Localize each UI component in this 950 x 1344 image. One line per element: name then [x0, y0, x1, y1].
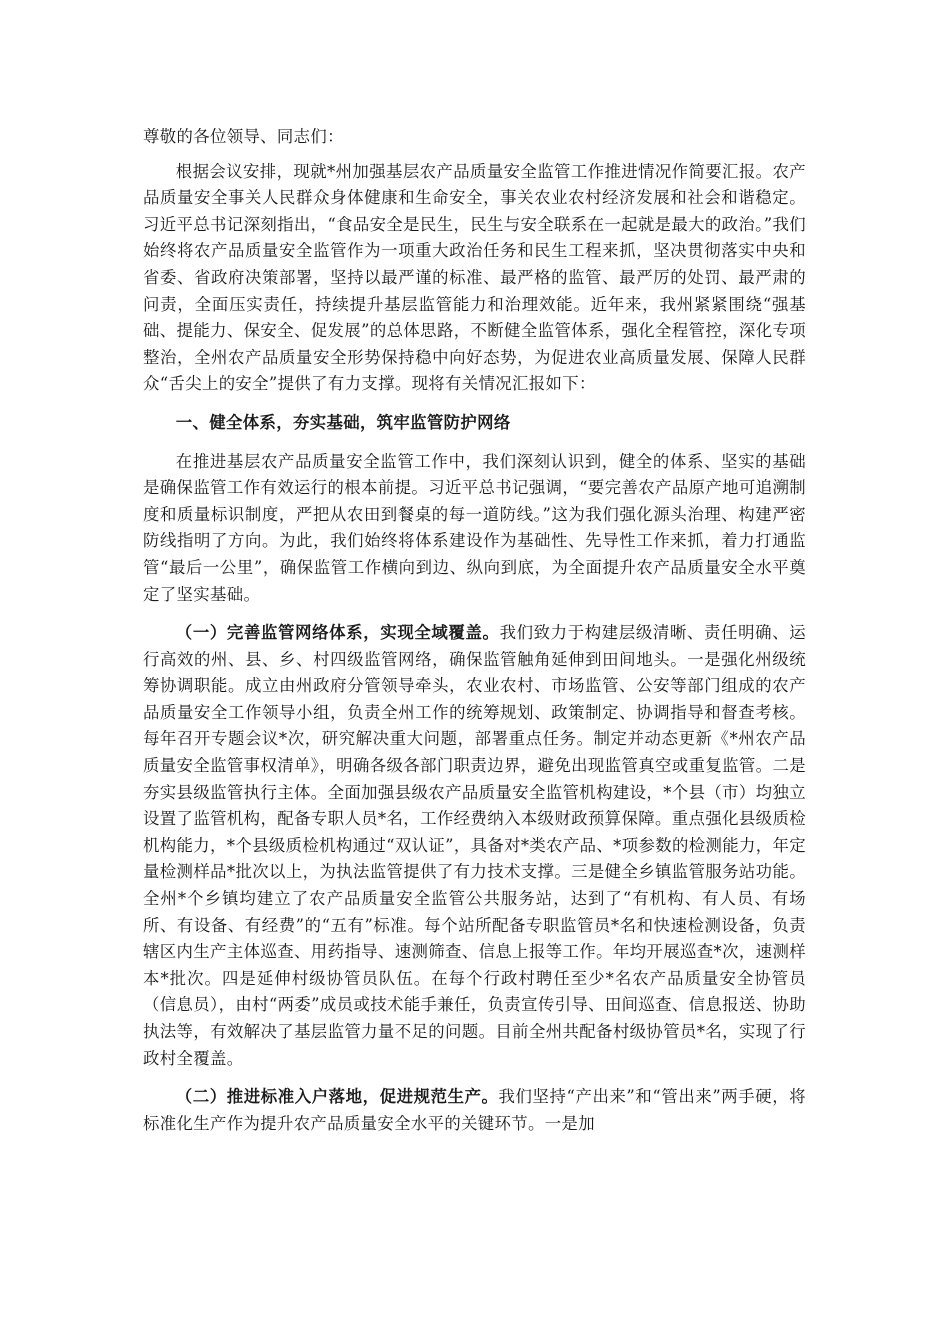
subsection-2-body: 我们坚持“产出来”和“管出来”两手硬，将标准化生产作为提升农产品质量安全水平的关键环节。一是加 [143, 1087, 806, 1133]
salutation: 尊敬的各位领导、同志们： [143, 127, 344, 146]
subsection-1-body: 我们致力于构建层级清晰、责任明确、运行高效的州、县、乡、村四级监管网络，确保监管触角延伸到田间地头。一是强化州级统筹协调职能。成立由州政府分管领导牵头，农业农村、市场监管、公安等部门组成的农产品质量安全工作领导小组，负责全州工作的统筹规划、政策制定、协调指导和督查考核。每年召开专题会议*次，研究解决重大问题，部署重点任务。制定并动态更新《*州农产品质量安全监管事权清单》，明确各级各部门职责边界，避免出现监管真空或重复监管。二是夯实县级监管执行主体。全面加强县级农产品质量安全监管机构建设，*个县（市）均独立设置了监管机构，配备专职人员*名，工作经费纳入本级财政预算保障。重点强化县级质检机构能力，*个县级质检机构通过“双认证”，具备对*类农产品、*项参数的检测能力，年定量检测样品*批次以上，为执法监管提供了有力技术支撑。三是健全乡镇监管服务站功能。全州*个乡镇均建立了农产品质量安全监管公共服务站，达到了“有机构、有人员、有场所、有设备、有经费”的“五有”标准。每个站所配备专职监管员*名和快速检测设备，负责辖区内生产主体巡查、用药指导、速测筛查、信息上报等工作。年均开展巡查*次，速测样本*批次。四是延伸村级协管员队伍。在每个行政村聘任至少*名农产品质量安全协管员（信息员），由村“两委”成员或技术能手兼任，负责宣传引导、田间巡查、信息报送、协助执法等，有效解决了基层监管力量不足的问题。目前全州共配备村级协管员*名，实现了行政村全覆盖。 [143, 623, 806, 1068]
section-1-paragraph: 在推进基层农产品质量安全监管工作中，我们深刻认识到，健全的体系、坚实的基础是确保监管工作有效运行的根本前提。习近平总书记强调，“要完善农产品原产地可追溯制度和质量标识制度，严把从农田到餐桌的每一道防线。”这为我们强化源头治理、构建严密防线指明了方向。为此，我们始终将体系建设作为基础性、先导性工作来抓，着力打通监管“最后一公里”，确保监管工作横向到边、纵向到底，为全面提升农产品质量安全水平奠定了坚实基础。 [143, 451, 806, 604]
document-page [143, 124, 806, 1137]
subsection-2-title: （二）推进标准入户落地，促进规范生产。 [175, 1087, 499, 1107]
intro-paragraph: 根据会议安排，现就*州加强基层农产品质量安全监管工作推进情况作简要汇报。农产品质量安全事关人民群众身体健康和生命安全，事关农业农村经济发展和社会和谐稳定。习近平总书记深刻指出，“食品安全是民生，民生与安全联系在一起就是最大的政治。”我们始终将农产品质量安全监管作为一项重大政治任务和民生工程来抓，坚决贯彻落实中央和省委、省政府决策部署，坚持以最严谨的标准、最严格的监管、最严厉的处罚、最严肃的问责，全面压实责任，持续提升基层监管能力和治理效能。近年来，我州紧紧围绕“强基础、提能力、保安全、促发展”的总体思路，不断健全监管体系，强化全程管控，深化专项整治，全州农产品质量安全形势保持稳中向好态势，为促进农业高质量发展、保障人民群众“舌尖上的安全”提供了有力支撑。现将有关情况汇报如下： [143, 161, 806, 394]
subsection-1-title: （一）完善监管网络体系，实现全域覆盖。 [175, 623, 500, 643]
section-1-heading: 一、健全体系，夯实基础，筑牢监管防护网络 [175, 412, 511, 432]
subsection-1-paragraph [143, 620, 806, 1072]
subsection-2-paragraph [143, 1084, 806, 1137]
